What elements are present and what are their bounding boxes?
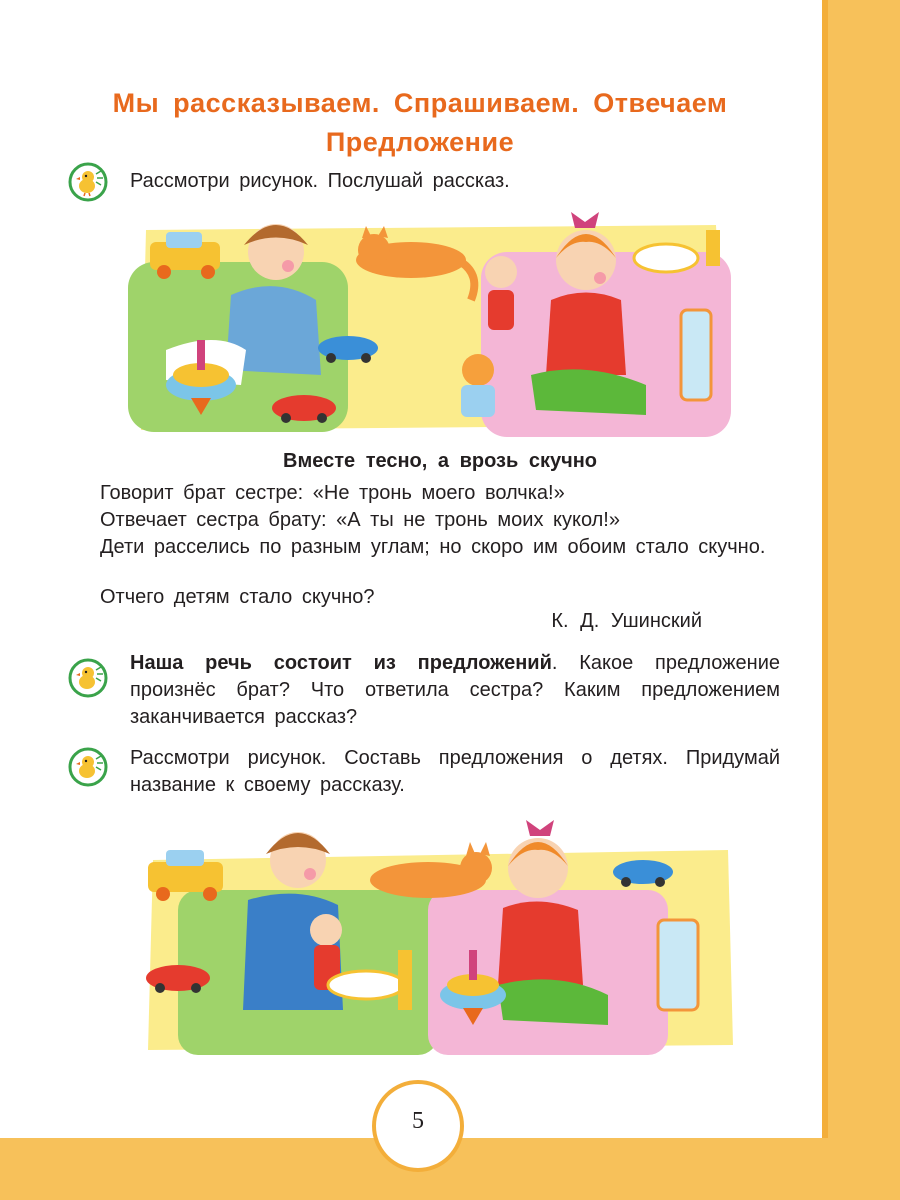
story-title: Вместе тесно, а врозь скучно [283, 450, 597, 472]
task-2 [68, 650, 780, 730]
doll-figure [485, 256, 517, 330]
toy-car-red-icon [146, 965, 210, 993]
page-subtitle: Предложение [325, 127, 515, 157]
task-1-text: Рассмотри рисунок. Послушай рассказ. [130, 170, 510, 192]
speaking-bird-icon [68, 658, 108, 698]
page-number: 5 [412, 1108, 424, 1134]
story-author: К. Д. Ушинский [551, 610, 702, 632]
task-2-text [130, 650, 780, 731]
children-together-illustration [138, 810, 738, 1060]
children-apart-illustration [126, 200, 736, 440]
page-edge-band [822, 0, 900, 1200]
toy-bed-icon [681, 310, 711, 400]
page-title: Мы рассказываем. Спрашиваем. Отвечаем [112, 88, 728, 118]
toy-bed-icon [658, 920, 698, 1010]
story-question: Отчего детям стало скучно? [100, 586, 375, 608]
task-1 [68, 162, 780, 202]
cat-figure [370, 842, 492, 898]
speaking-bird-icon [68, 747, 108, 787]
toy-car-blue-icon [318, 336, 378, 363]
story-line-3: Дети расселись по разным углам; но скоро им обоим стало скучно. [100, 536, 766, 558]
task-2-rest-text: . Какое предложение произнёс брат? Что ответила сестра? Каким предложением заканчивается рассказ? [130, 652, 781, 728]
task-2-bold-text: Наша речь состоит из предложений [130, 652, 552, 674]
toy-car-blue-icon [613, 860, 673, 887]
toy-car-red-icon [272, 395, 336, 423]
page-number-badge [372, 1080, 464, 1172]
speaking-bird-icon [68, 162, 108, 202]
story-line-1: Говорит брат сестре: «Не тронь моего волчка!» [100, 482, 565, 504]
task-3 [68, 745, 780, 805]
task-3-text: Рассмотри рисунок. Составь предложения о детях. Придумай название к своему рассказу. [130, 747, 780, 796]
story-line-2: Отвечает сестра брату: «А ты не тронь моих кукол!» [100, 509, 620, 531]
doll-sitting-figure [461, 354, 495, 417]
